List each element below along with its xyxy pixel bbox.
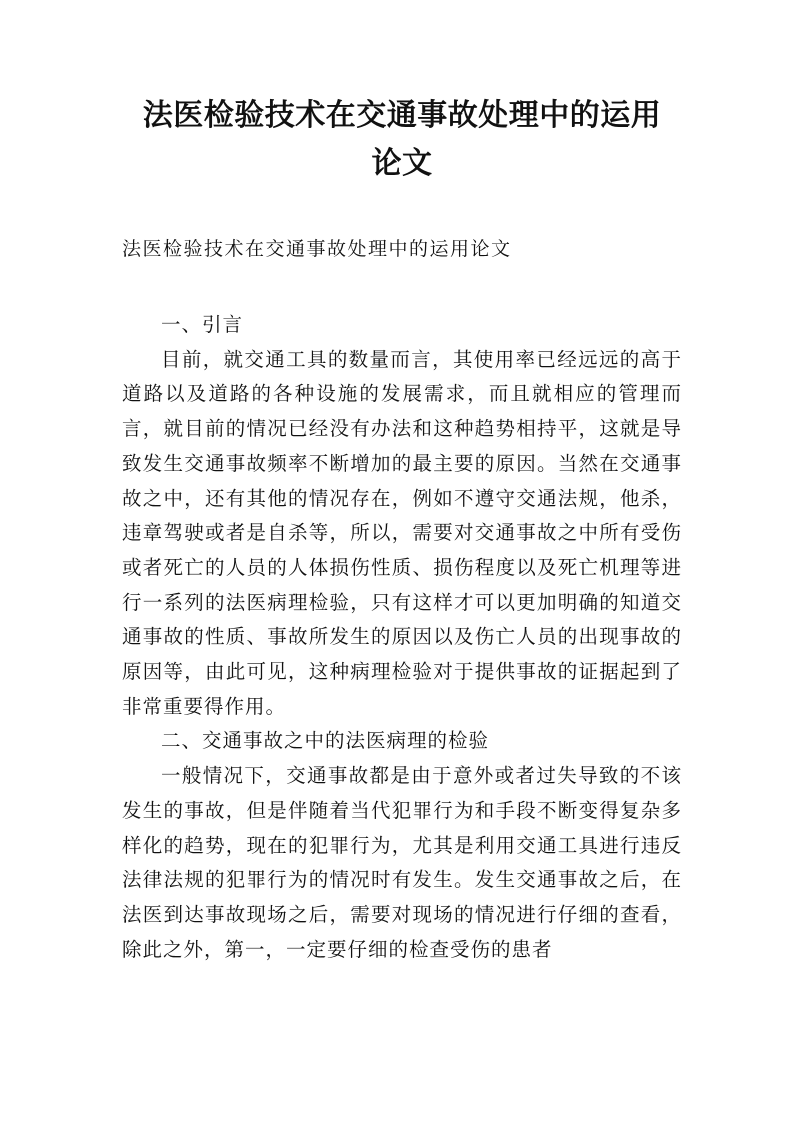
- document-subtitle: 法医检验技术在交通事故处理中的运用论文: [122, 238, 512, 260]
- section-heading-introduction: 一、引言: [161, 313, 244, 336]
- document-body: [122, 308, 682, 967]
- section-heading-forensic-examination: 二、交通事故之中的法医病理的检验: [161, 729, 490, 753]
- body-paragraph: 一般情况下，交通事故都是由于意外或者过失导致的不该发生的事故，但是伴随着当代犯罪行为和手段不断变得复杂多样化的趋势，现在的犯罪行为，尤其是利用交通工具进行违反法律法规的犯罪行为的情况时有发生。发生交通事故之后，在法医到达事故现场之后，需要对现场的情况进行仔细的查看，除此之外，第一，一定要仔细的检查受伤的患者: [122, 764, 682, 961]
- body-paragraph: 目前，就交通工具的数量而言，其使用率已经远远的高于道路以及道路的各种设施的发展需求，而且就相应的管理而言，就目前的情况已经没有办法和这种趋势相持平，这就是导致发生交通事故频率不断增加的最主要的原因。当然在交通事故之中，还有其他的情况存在，例如不遵守交通法规，他杀，违章驾驶或者是自杀等，所以，需要对交通事故之中所有受伤或者死亡的人员的人体损伤性质、损伤程度以及死亡机理等进行一系列的法医病理检验，只有这样才可以更加明确的知道交通事故的性质、事故所发生的原因以及伤亡人员的出现事故的原因等，由此可见，这种病理检验对于提供事故的证据起到了非常重要得作用。: [122, 347, 682, 718]
- document-title: 法医检验技术在交通事故处理中的运用论文: [142, 98, 662, 181]
